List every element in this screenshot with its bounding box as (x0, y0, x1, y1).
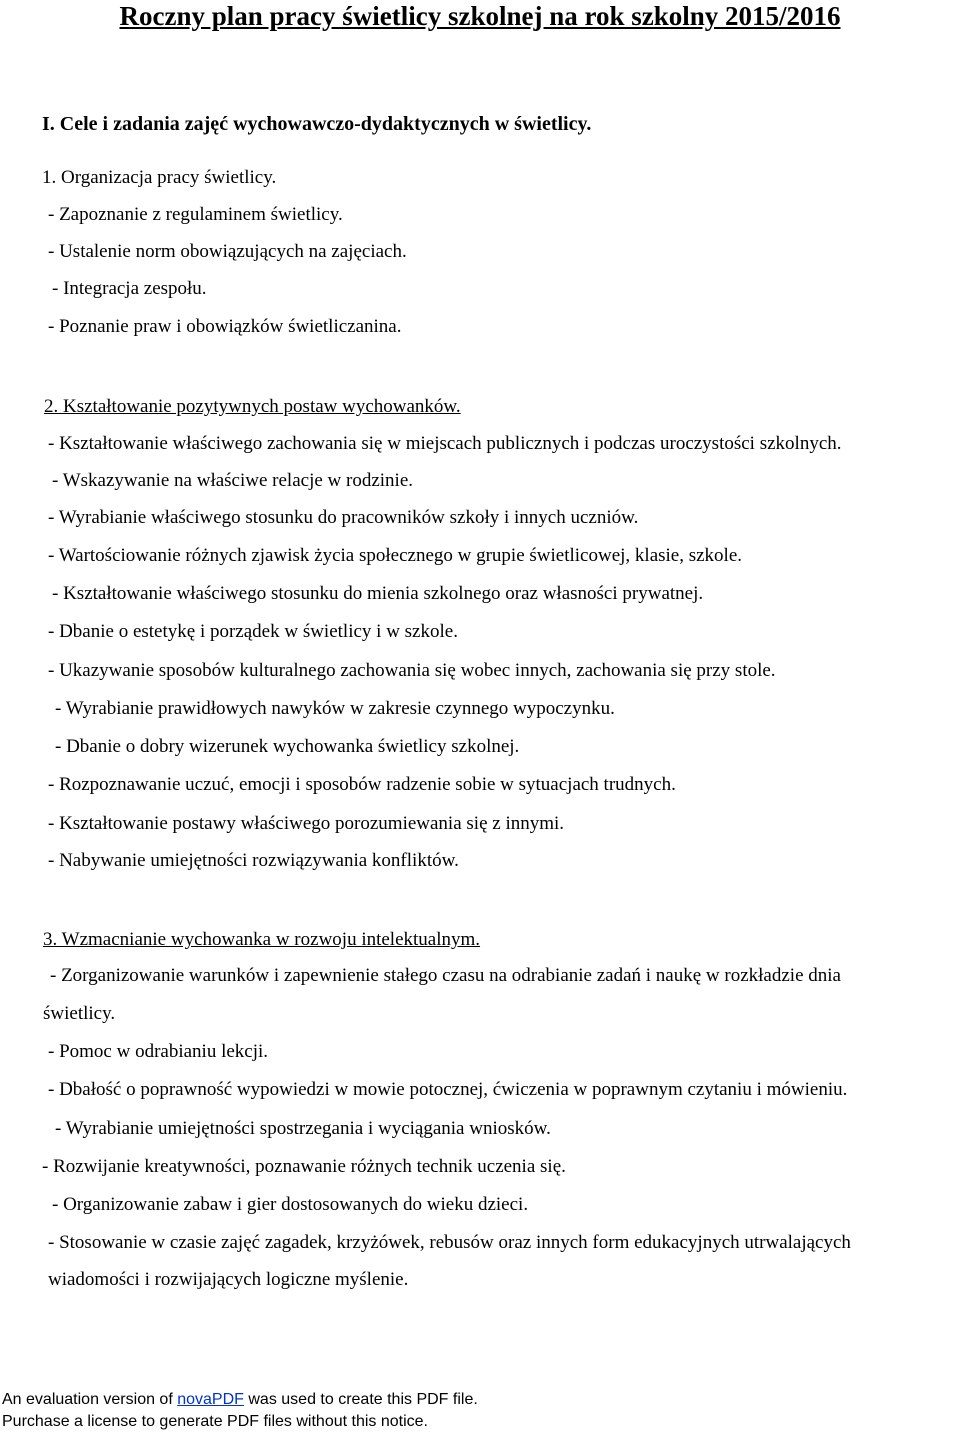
list-item: wiadomości i rozwijających logiczne myślenie. (48, 1269, 409, 1290)
list-item: świetlicy. (43, 1003, 116, 1024)
list-item: - Kształtowanie postawy właściwego porozumiewania się z innymi. (48, 813, 565, 834)
list-item: - Pomoc w odrabianiu lekcji. (48, 1041, 269, 1062)
subsection-3-heading: 3. Wzmacnianie wychowanka w rozwoju intelektualnym. (43, 929, 481, 950)
list-item: - Dbałość o poprawność wypowiedzi w mowie potocznej, ćwiczenia w poprawnym czytaniu i mówieniu. (48, 1079, 848, 1100)
list-item: - Wartościowanie różnych zjawisk życia społecznego w grupie świetlicowej, klasie, szkole. (48, 545, 743, 566)
list-item: - Poznanie praw i obowiązków świetliczanina. (48, 316, 402, 337)
list-item: - Kształtowanie właściwego stosunku do mienia szkolnego oraz własności prywatnej. (52, 583, 704, 604)
list-item: - Organizowanie zabaw i gier dostosowanych do wieku dzieci. (52, 1194, 529, 1215)
subsection-2-heading: 2. Kształtowanie pozytywnych postaw wychowanków. (44, 396, 461, 417)
list-item: - Zorganizowanie warunków i zapewnienie stałego czasu na odrabianie zadań i naukę w rozkładzie dnia (50, 965, 841, 986)
list-item: - Wyrabianie właściwego stosunku do pracowników szkoły i innych uczniów. (48, 507, 639, 528)
document-title: Roczny plan pracy świetlicy szkolnej na rok szkolny 2015/2016 (119, 1, 841, 31)
list-item: - Wyrabianie umiejętności spostrzegania i wyciągania wniosków. (55, 1118, 551, 1139)
list-item: - Integracja zespołu. (52, 278, 207, 299)
list-item: - Kształtowanie właściwego zachowania się w miejscach publicznych i podczas uroczystości szkolnych. (48, 433, 842, 454)
list-item: - Dbanie o dobry wizerunek wychowanka świetlicy szkolnej. (55, 736, 520, 757)
list-item: - Nabywanie umiejętności rozwiązywania konfliktów. (48, 850, 459, 871)
evaluation-notice-line1 (2, 1390, 478, 1410)
list-item: - Wyrabianie prawidłowych nawyków w zakresie czynnego wypoczynku. (55, 698, 615, 719)
evaluation-notice-line2: Purchase a license to generate PDF files without this notice. (2, 1413, 428, 1430)
list-item: - Dbanie o estetykę i porządek w świetlicy i w szkole. (48, 621, 458, 642)
list-item: - Rozpoznawanie uczuć, emocji i sposobów radzenie sobie w sytuacjach trudnych. (48, 774, 676, 795)
list-item: - Ustalenie norm obowiązujących na zajęciach. (48, 241, 407, 262)
list-item: - Zapoznanie z regulaminem świetlicy. (48, 204, 343, 225)
section-heading: I. Cele i zadania zajęć wychowawczo-dydaktycznych w świetlicy. (42, 113, 592, 135)
list-item: - Ukazywanie sposobów kulturalnego zachowania się wobec innych, zachowania się przy stole. (48, 660, 776, 681)
subsection-1-heading: 1. Organizacja pracy świetlicy. (42, 167, 277, 188)
evaluation-notice-suffix: was used to create this PDF file. (243, 1391, 478, 1408)
evaluation-notice-prefix: An evaluation version of (2, 1391, 178, 1408)
list-item: - Stosowanie w czasie zajęć zagadek, krzyżówek, rebusów oraz innych form edukacyjnych utrwalających (48, 1232, 851, 1253)
list-item: - Wskazywanie na właściwe relacje w rodzinie. (52, 470, 414, 491)
novapdf-link[interactable]: novaPDF (177, 1391, 244, 1408)
list-item: - Rozwijanie kreatywności, poznawanie różnych technik uczenia się. (42, 1156, 566, 1177)
